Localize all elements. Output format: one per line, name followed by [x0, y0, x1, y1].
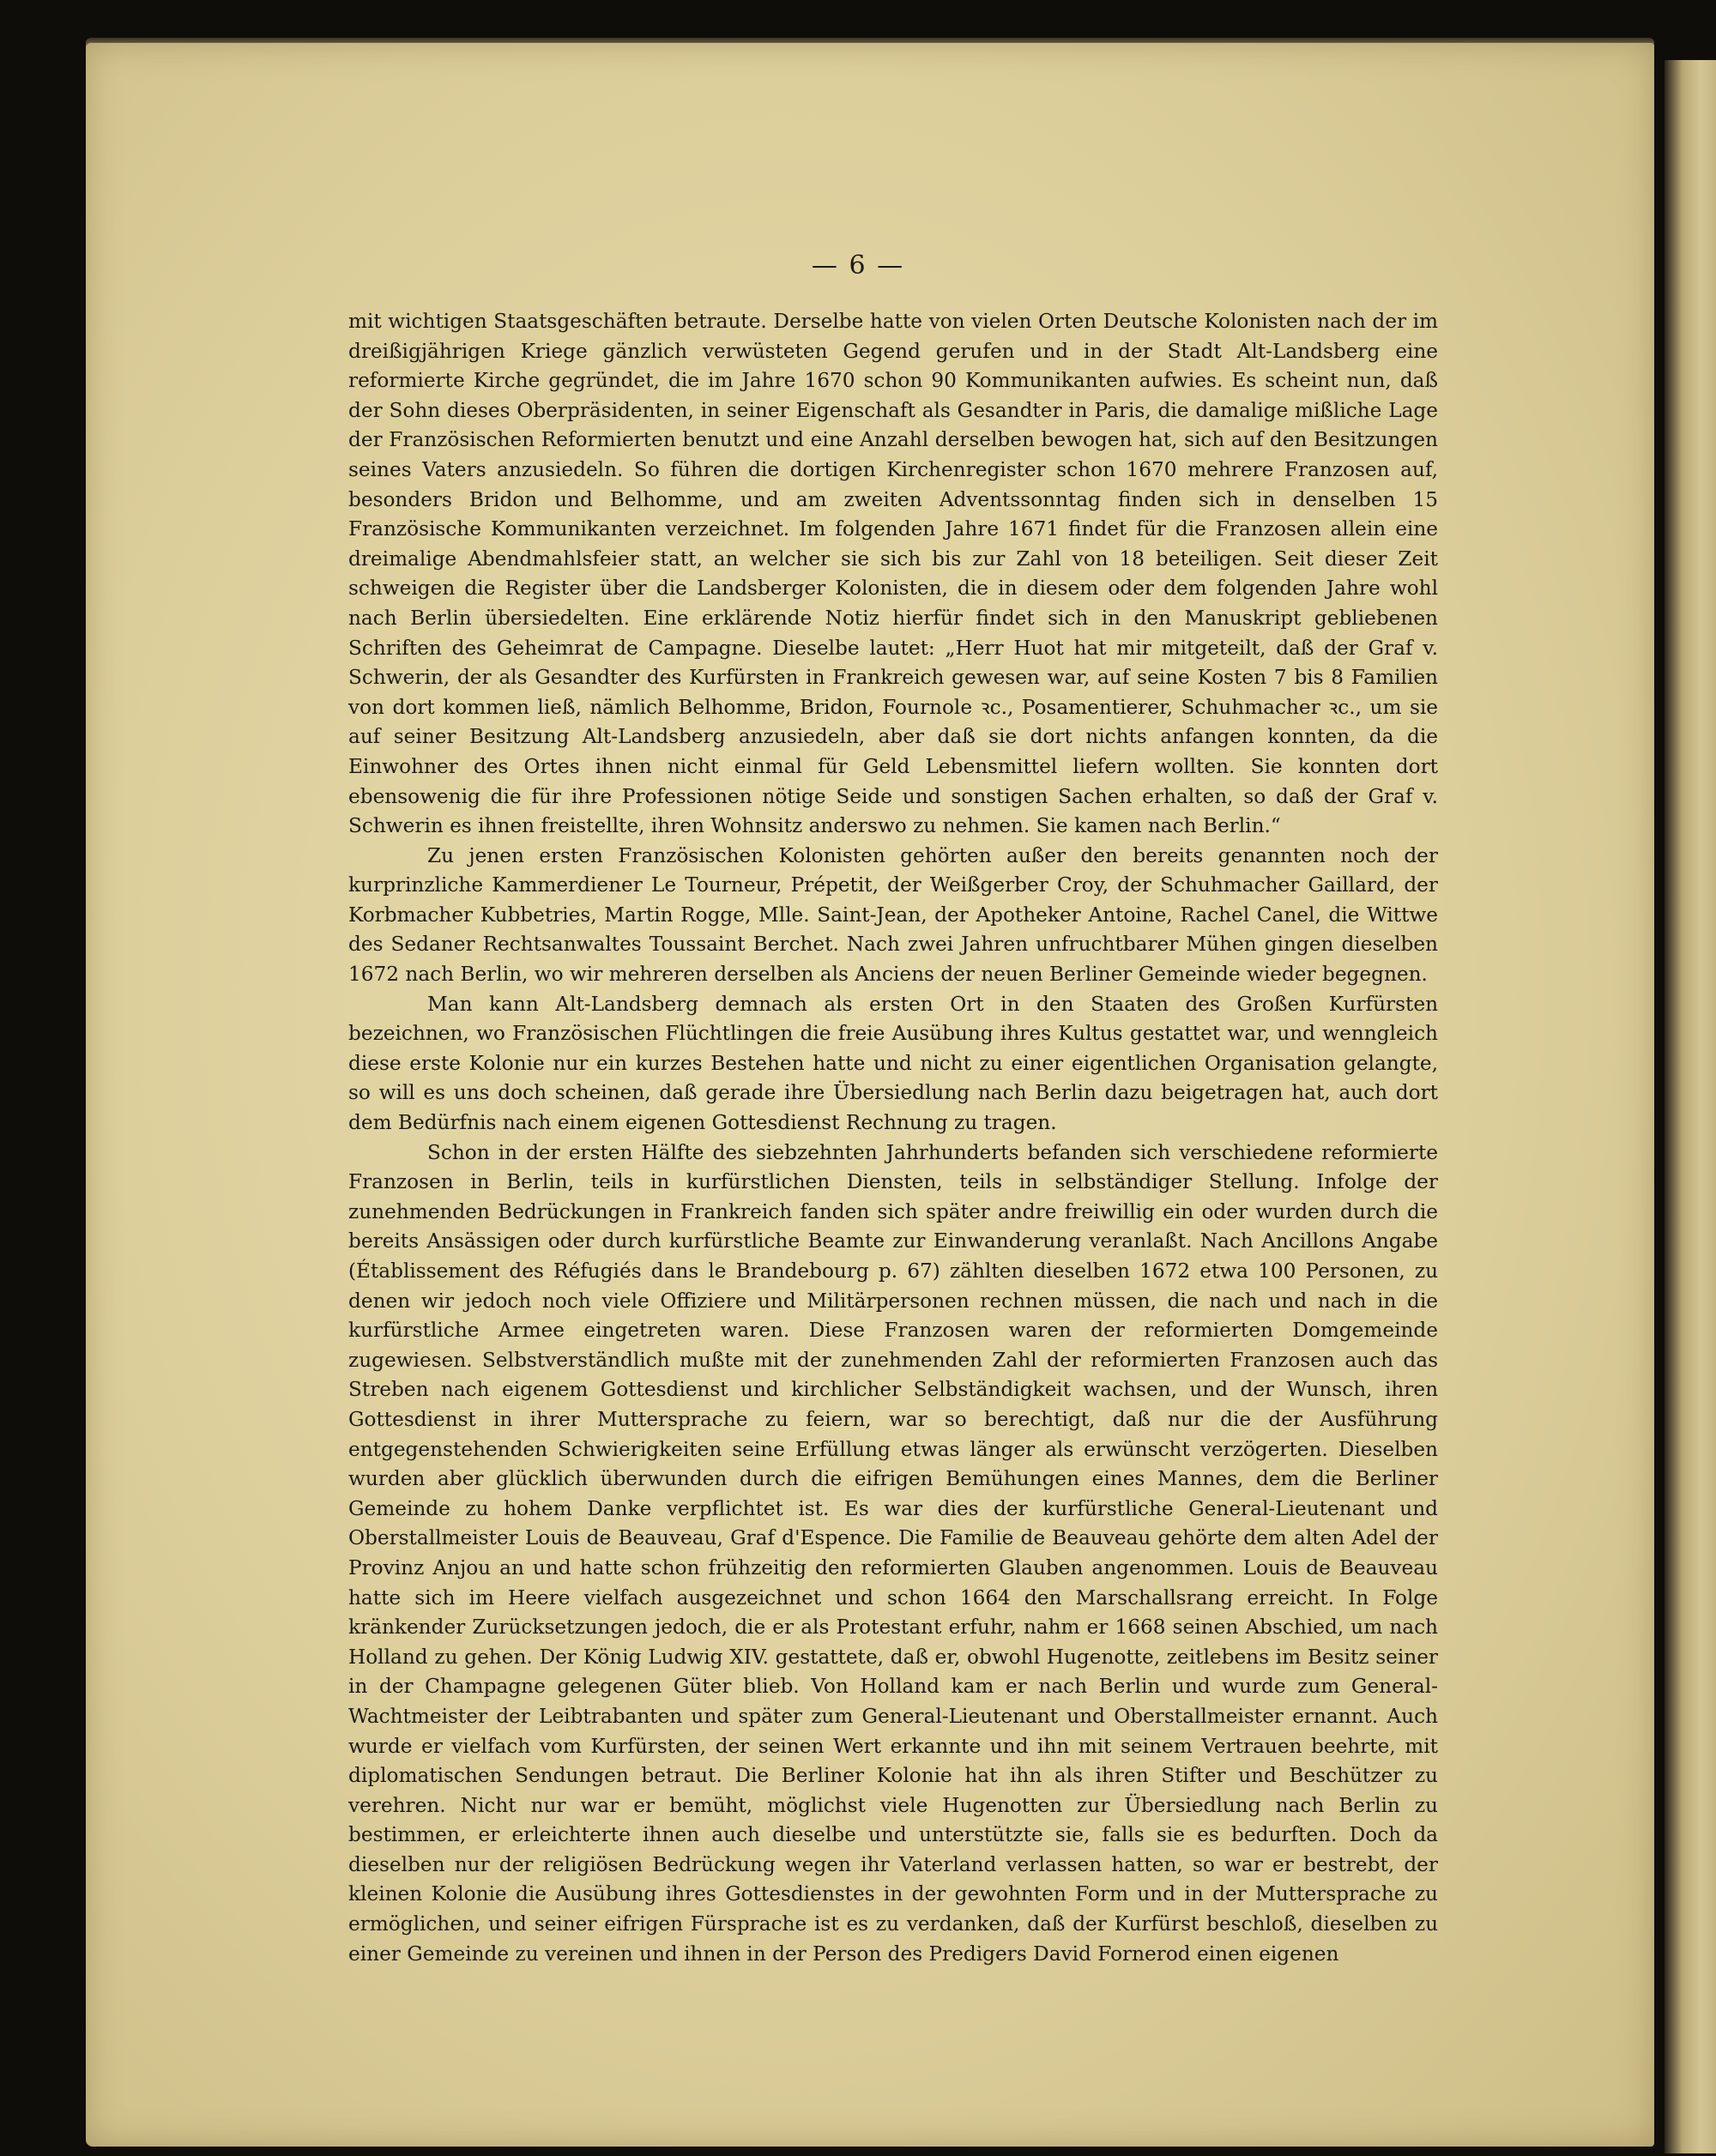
body-text	[348, 307, 1438, 1969]
paragraph: Schon in der ersten Hälfte des siebzehnten Jahrhunderts befanden sich verschiedene reformierte Franzosen in Berlin, teils in kurfürstlichen Diensten, teils in selbständiger Stellung. Infolge der zunehmenden Bedrückungen in Frankreich fanden sich später andre freiwillig ein oder wurden durch die bereits Ansässigen oder durch kurfürstliche Beamte zur Einwanderung veranlaßt. Nach Ancillons Angabe (Établissement des Réfugiés dans le Brandebourg p. 67) zählten dieselben 1672 etwa 100 Personen, zu denen wir jedoch noch viele Offiziere und Militärpersonen rechnen müssen, die nach und nach in die kurfürstliche Armee eingetreten waren. Diese Franzosen waren der reformierten Domgemeinde zugewiesen. Selbstverständlich mußte mit der zunehmenden Zahl der reformierten Franzosen auch das Streben nach eigenem Gottesdienst und kirchlicher Selbständigkeit wachsen, und der Wunsch, ihren Gottesdienst in ihrer Muttersprache zu feiern, war so berechtigt, daß nur die der Ausführung entgegenstehenden Schwierigkeiten seine Erfüllung etwas länger als erwünscht verzögerten. Dieselben wurden aber glücklich überwunden durch die eifrigen Bemühungen eines Mannes, dem die Berliner Gemeinde zu hohem Danke verpflichtet ist. Es war dies der kurfürstliche General-Lieutenant und Oberstallmeister Louis de Beauveau, Graf d'Espence. Die Familie de Beauveau gehörte dem alten Adel der Provinz Anjou an und hatte schon frühzeitig den reformierten Glauben angenommen. Louis de Beauveau hatte sich im Heere vielfach ausgezeichnet und schon 1664 den Marschallsrang erreicht. In Folge kränkender Zurücksetzungen jedoch, die er als Protestant erfuhr, nahm er 1668 seinen Abschied, um nach Holland zu gehen. Der König Ludwig XIV. gestattete, daß er, obwohl Hugenotte, zeitlebens im Besitz seiner in der Champagne gelegenen Güter blieb. Von Holland kam er nach Berlin und wurde zum General-Wachtmeister der Leibtrabanten und später zum General-Lieutenant und Oberstallmeister ernannt. Auch wurde er vielfach vom Kurfürsten, der seinen Wert erkannte und ihn mit seinem Vertrauen beehrte, mit diplomatischen Sendungen betraut. Die Berliner Kolonie hat ihn als ihren Stifter und Beschützer zu verehren. Nicht nur war er bemüht, möglichst viele Hugenotten zur Übersiedlung nach Berlin zu bestimmen, er erleichterte ihnen auch dieselbe und unterstützte sie, falls sie es bedurften. Doch da dieselben nur der religiösen Bedrückung wegen ihr Vaterland verlassen hatten, so war er bestrebt, der kleinen Kolonie die Ausübung ihres Gottesdienstes in der gewohnten Form und in der Muttersprache zu ermöglichen, und seiner eifrigen Fürsprache ist es zu verdanken, daß der Kurfürst beschloß, dieselben zu einer Gemeinde zu vereinen und ihnen in der Person des Predigers David Fornerod einen eigenen	[348, 1140, 1438, 1966]
paragraph: Man kann Alt-Landsberg demnach als ersten Ort in den Staaten des Großen Kurfürsten bezeichnen, wo Französischen Flüchtlingen die freie Ausübung ihres Kultus gestattet war, und wenngleich diese erste Kolonie nur ein kurzes Bestehen hatte und nicht zu einer eigentlichen Organisation gelangte, so will es uns doch scheinen, daß gerade ihre Übersiedlung nach Berlin dazu beigetragen hat, auch dort dem Bedürfnis nach einem eigenen Gottesdienst Rechnung zu tragen.	[348, 992, 1438, 1135]
paragraph: mit wichtigen Staatsgeschäften betraute. Derselbe hatte von vielen Orten Deutsche Kolonisten nach der im dreißigjährigen Kriege gänzlich verwüsteten Gegend gerufen und in der Stadt Alt-Landsberg eine reformierte Kirche gegründet, die im Jahre 1670 schon 90 Kommunikanten aufwies. Es scheint nun, daß der Sohn dieses Oberpräsidenten, in seiner Eigenschaft als Gesandter in Paris, die damalige mißliche Lage der Französischen Reformierten benutzt und eine Anzahl derselben bewogen hat, sich auf den Besitzungen seines Vaters anzusiedeln. So führen die dortigen Kirchenregister schon 1670 mehrere Franzosen auf, besonders Bridon und Belhomme, und am zweiten Adventssonntag finden sich in denselben 15 Französische Kommunikanten verzeichnet. Im folgenden Jahre 1671 findet für die Franzosen allein eine dreimalige Abendmahlsfeier statt, an welcher sie sich bis zur Zahl von 18 beteiligen. Seit dieser Zeit schweigen die Register über die Landsberger Kolonisten, die in diesem oder dem folgenden Jahre wohl nach Berlin übersiedelten. Eine erklärende Notiz hierfür findet sich in den Manuskript gebliebenen Schriften des Geheimrat de Campagne. Dieselbe lautet: „Herr Huot hat mir mitgeteilt, daß der Graf v. Schwerin, der als Gesandter des Kurfürsten in Frankreich gewesen war, auf seine Kosten 7 bis 8 Familien von dort kommen ließ, nämlich Belhomme, Bridon, Fournole ꝛc., Posamentierer, Schuhmacher ꝛc., um sie auf seiner Besitzung Alt-Landsberg anzusiedeln, aber daß sie dort nichts anfangen konnten, da die Einwohner des Ortes ihnen nicht einmal für Geld Lebensmittel liefern wollten. Sie konnten dort ebensowenig die für ihre Professionen nötige Seide und sonstigen Sachen erhalten, so daß der Graf v. Schwerin es ihnen freistellte, ihren Wohnsitz anderswo zu nehmen. Sie kamen nach Berlin.“	[348, 310, 1438, 838]
paragraph: Zu jenen ersten Französischen Kolonisten gehörten außer den bereits genannten noch der kurprinzliche Kammerdiener Le Tourneur, Prépetit, der Weißgerber Croy, der Schuhmacher Gaillard, der Korbmacher Kubbetries, Martin Rogge, Mlle. Saint-Jean, der Apotheker Antoine, Rachel Canel, die Wittwe des Sedaner Rechtsanwaltes Toussaint Berchet. Nach zwei Jahren unfruchtbarer Mühen gingen dieselben 1672 nach Berlin, wo wir mehreren derselben als Anciens der neuen Berliner Gemeinde wieder begegnen.	[348, 843, 1438, 987]
page-number: — 6 —	[811, 251, 905, 281]
next-page-edge	[1665, 60, 1716, 2153]
